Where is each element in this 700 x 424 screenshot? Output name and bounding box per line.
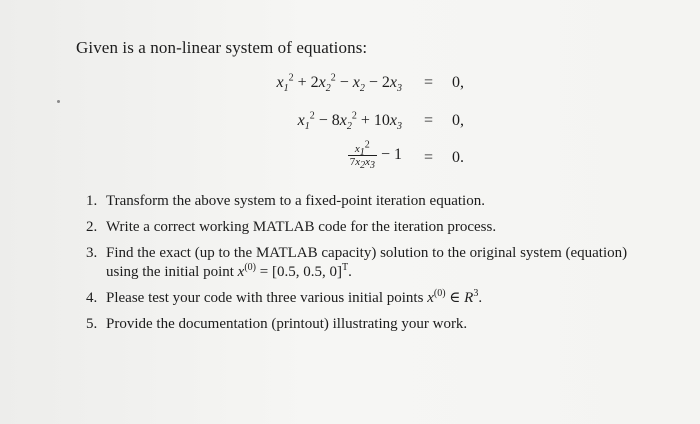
item-text-end: .: [478, 290, 483, 306]
item-text-value: = [0.5, 0.5, 0]: [256, 264, 342, 280]
item-text: Please test your code with three various initial points: [106, 290, 428, 306]
speck: [57, 100, 60, 103]
item-number: 5.: [86, 316, 98, 332]
item-text: Provide the documentation (printout) illustrating your work.: [106, 316, 468, 332]
equation-1-rhs: 0,: [452, 74, 464, 91]
equation-3: $\frac{x_1^2}{7x_2x_3}$ − 1: [349, 139, 402, 172]
intro-text: Given is a non-linear system of equations:: [76, 38, 368, 57]
fraction: $\frac{x_1^2}{7x_2x_3}$: [349, 139, 375, 172]
item-text: Write a correct working MATLAB code for the iteration process.: [106, 219, 497, 235]
list-item: [86, 315, 656, 334]
equation-2: $x_1^2 - 8x_2^2 + 10x_3$: [297, 110, 402, 133]
equation-3-rhs: 0.: [452, 149, 464, 166]
equals-sign-1: =: [424, 74, 434, 91]
item-number: 4.: [86, 290, 98, 306]
item-text: Transform the above system to a fixed-point iteration equation.: [106, 193, 485, 209]
item-number: 2.: [86, 219, 98, 235]
list-item: [86, 218, 656, 237]
equation-1: $x_1^2 + 2x_2^2 - x_2 - 2x_3$: [276, 72, 402, 95]
list-item: 4. Please test your code with three various initial points $x^{(0)}$ ∈ $R^3$.: [86, 288, 483, 306]
item-number: 3.: [86, 245, 98, 261]
equation-2-rhs: 0,: [452, 112, 464, 129]
item-text-end: .: [348, 264, 352, 280]
list-item: [86, 192, 656, 211]
item-text-member: ∈: [445, 290, 465, 306]
equals-sign-3: =: [424, 149, 434, 166]
list-item: 3. Find the exact (up to the MATLAB capacity) solution to the original system (equation) using the initial point $x^{(0)} = [0.5$, 0.5, 0]$^T$.: [86, 245, 628, 280]
item-number: 1.: [86, 193, 98, 209]
task-list: [86, 192, 656, 341]
equals-sign-2: =: [424, 112, 434, 129]
item-text: Find the exact (up to the MATLAB capacity) solution to the original system (equation) using the initial point: [106, 245, 628, 280]
